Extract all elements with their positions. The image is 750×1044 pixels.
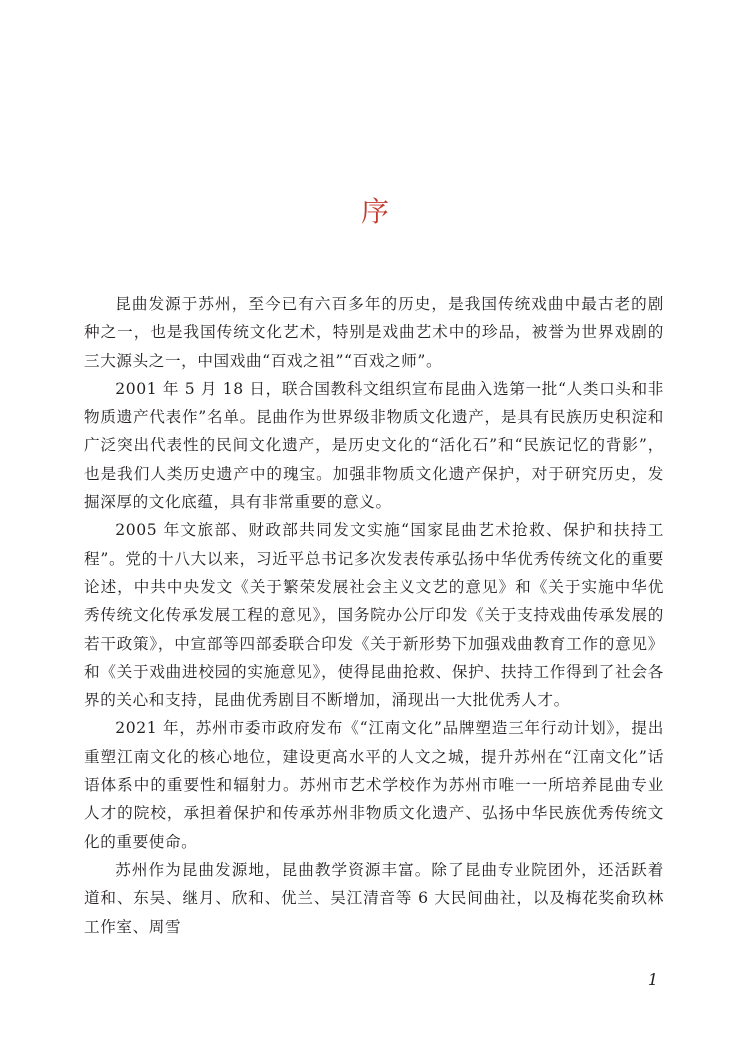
paragraph-4: 2021 年，苏州市委市政府发布《“江南文化”品牌塑造三年行动计划》，提出重塑江南文化的核心地位，建设更高水平的人文之城，提升苏州在“江南文化”话语体系中的重要性和辐射力。苏州市艺术学校作为苏州市唯一一所培养昆曲专业人才的院校，承担着保护和传承苏州非物质文化遗产、弘扬中华民族优秀传统文化的重要使命。: [84, 719, 664, 851]
body-text: [84, 290, 664, 941]
paragraph-1: 昆曲发源于苏州，至今已有六百多年的历史，是我国传统戏曲中最古老的剧种之一，也是我国传统文化艺术，特别是戏曲艺术中的珍品，被誉为世界戏剧的三大源头之一，中国戏曲“百戏之祖”“百戏之师”。: [84, 295, 664, 370]
paragraph-5: 苏州作为昆曲发源地，昆曲教学资源丰富。除了昆曲专业院团外，还活跃着道和、东吴、继月、欣和、优兰、吴江清音等 6 大民间曲社，以及梅花奖俞玖林工作室、周雪: [84, 860, 664, 936]
page-number: 1: [647, 970, 658, 989]
paragraph-2: 2001 年 5 月 18 日，联合国教科文组织宣布昆曲入选第一批“人类口头和非物质遗产代表作”名单。昆曲作为世界级非物质文化遗产，是具有民族历史积淀和广泛突出代表性的民间文化遗产，是历史文化的“活化石”和“民族记忆的背影”，也是我们人类历史遗产中的瑰宝。加强非物质文化遗产保护，对于研究历史，发掘深厚的文化底蕴，具有非常重要的意义。: [84, 379, 664, 512]
page-title: 序: [360, 195, 389, 228]
paragraph-3: 2005 年文旅部、财政部共同发文实施“国家昆曲艺术抢救、保护和扶持工程”。党的十八大以来，习近平总书记多次发表传承弘扬中华优秀传统文化的重要论述，中共中央发文《关于繁荣发展社会主义文艺的意见》和《关于实施中华优秀传统文化传承发展工程的意见》，国务院办公厅印发《关于支持戏曲传承发展的若干政策》，中宣部等四部委联合印发《关于新形势下加强戏曲教育工作的意见》和《关于戏曲进校园的实施意见》，使得昆曲抢救、保护、扶持工作得到了社会各界的关心和支持，昆曲优秀剧目不断增加，涌现出一大批优秀人才。: [84, 521, 664, 710]
